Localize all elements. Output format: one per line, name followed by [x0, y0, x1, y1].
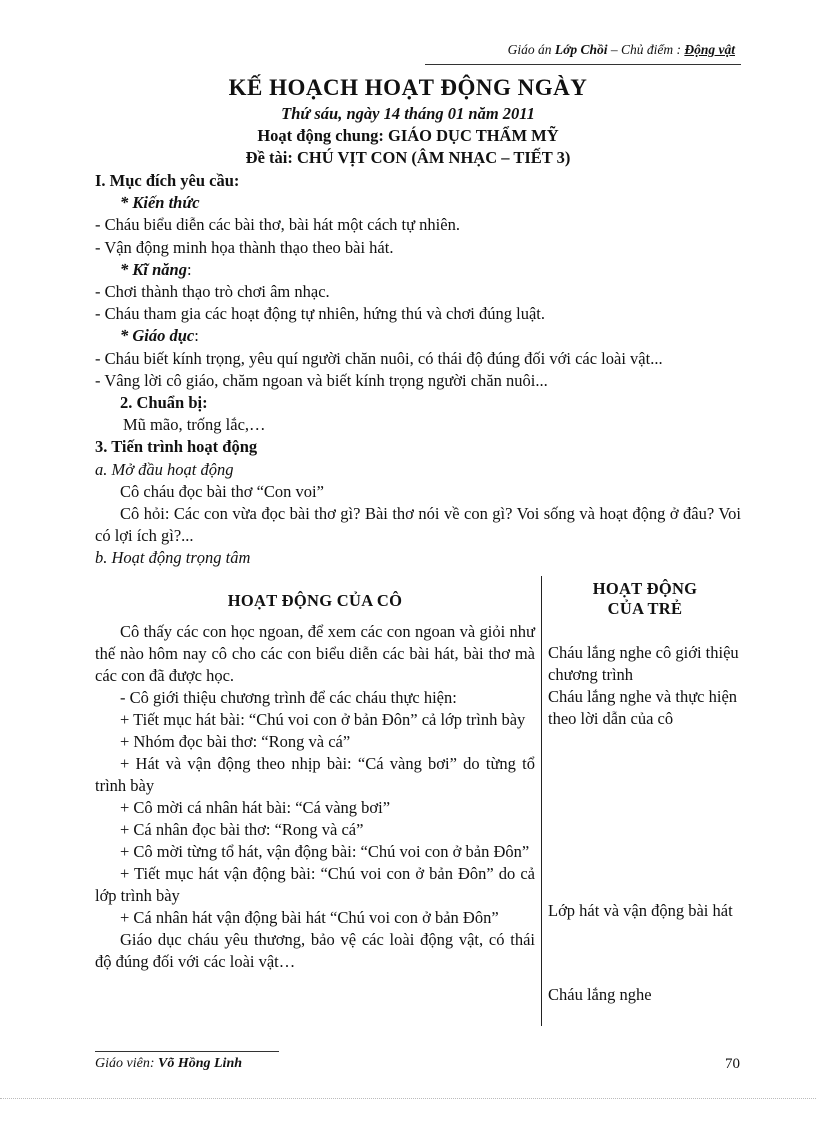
- body-text: I. Mục đích yêu cầu: * Kiến thức - Cháu biểu diễn các bài thơ, bài hát một cách tự nhiên. - Vận động minh họa thành thạo theo bài hát. * Kĩ năng: - Chơi thành thạo trò chơi âm nhạc. - Cháu tham gia các hoạt động tự nhiên, hứng thú và chơi đúng luật. * Giáo dục: - Cháu biết kính trọng, yêu quí người chăn nuôi, có thái độ đúng đối với các loài vật... - Vâng lời cô giáo, chăm ngoan và biết kính trọng người chăn nuôi... 2. Chuẩn bị: Mũ mão, trống lắc,… 3. Tiến trình hoạt động a. Mở đầu hoạt động Cô cháu đọc bài thơ “Con voi” Cô hỏi: Các con vừa đọc bài thơ gì? Bài thơ nói về con gì? Voi sống và hoạt động ở đâu? Voi có lợi ích gì?... b. Hoạt động trọng tâm: [95, 170, 741, 570]
- header-topic: Động vật: [684, 42, 735, 57]
- child-column-heading-2: CỦA TRẺ: [607, 599, 683, 618]
- header-class: Lớp Chồi: [554, 42, 608, 57]
- teacher-step: - Cô giới thiệu chương trình để các cháu thực hiện:: [120, 688, 457, 707]
- teacher-step: + Nhóm đọc bài thơ: “Rong và cá”: [120, 732, 351, 751]
- preparation-text: Mũ mão, trống lắc,…: [123, 415, 266, 435]
- page-title: KẾ HOẠCH HOẠT ĐỘNG NGÀY: [228, 75, 588, 100]
- section-2-heading: 2. Chuẩn bị:: [120, 393, 208, 413]
- header-sep: – Chủ điểm :: [607, 42, 685, 57]
- column-divider: [541, 576, 542, 1026]
- teacher-step: Giáo dục cháu yêu thương, bảo vệ các loài động vật, có thái độ đúng đối với các loài vật…: [95, 930, 535, 971]
- teacher-step: + Cá nhân đọc bài thơ: “Rong và cá”: [120, 820, 364, 839]
- child-response: Cháu lắng nghe cô giới thiệu chương trình: [548, 643, 739, 684]
- activity-line: Hoạt động chung: GIÁO DỤC THẨM MỸ: [257, 126, 559, 145]
- section-1-heading: I. Mục đích yêu cầu:: [95, 171, 240, 190]
- teacher-name: Võ Hồng Linh: [157, 1056, 243, 1071]
- teacher-activities-column: [95, 578, 535, 973]
- running-header: [425, 40, 735, 60]
- child-column-heading-1: HOẠT ĐỘNG: [592, 579, 698, 598]
- step-a-line: Cô cháu đọc bài thơ “Con voi”: [120, 481, 324, 501]
- education-item: - Vâng lời cô giáo, chăm ngoan và biết kính trọng người chăn nuôi...: [95, 370, 548, 390]
- child-response: Cháu lắng nghe: [548, 985, 652, 1004]
- header-prefix: Giáo án: [507, 42, 555, 57]
- footer-rule: [95, 1051, 279, 1052]
- education-item: - Cháu biết kính trọng, yêu quí người chăn nuôi, có thái độ đúng đối với các loài vật...: [95, 348, 663, 368]
- step-b-heading: b. Hoạt động trọng tâm: [95, 548, 251, 568]
- footer-label: Giáo viên:: [95, 1056, 158, 1071]
- knowledge-item: - Vận động minh họa thành thạo theo bài hát.: [95, 237, 394, 257]
- teacher-step: + Tiết mục hát bài: “Chú voi con ở bản Đôn” cả lớp trình bày: [120, 710, 526, 729]
- education-heading: * Giáo dục: [120, 326, 195, 346]
- skills-item: - Cháu tham gia các hoạt động tự nhiên, hứng thú và chơi đúng luật.: [95, 304, 546, 324]
- knowledge-item: - Cháu biểu diễn các bài thơ, bài hát một cách tự nhiên.: [95, 215, 460, 235]
- subject-line: Đề tài: CHÚ VỊT CON (ÂM NHẠC – TIẾT 3): [245, 148, 571, 167]
- child-response: Cháu lắng nghe và thực hiện theo lời dẫn của cô: [548, 687, 738, 728]
- skills-item: - Chơi thành thạo trò chơi âm nhạc.: [95, 282, 330, 302]
- section-3-heading: 3. Tiến trình hoạt động: [95, 437, 258, 457]
- page-bottom-rule: [0, 1098, 816, 1099]
- teacher-step: + Cô mời cá nhân hát bài: “Cá vàng bơi”: [120, 798, 391, 817]
- teacher-step: Cô thấy các con học ngoan, để xem các con ngoan và giỏi như thế nào hôm nay cô cho các con biểu diễn các bài hát, bài thơ mà các con đã được học.: [95, 622, 535, 685]
- teacher-column-heading: HOẠT ĐỘNG CỦA CÔ: [227, 591, 403, 610]
- header-rule: [425, 64, 741, 65]
- teacher-step: + Hát và vận động theo nhịp bài: “Cá vàng bơi” do từng tổ trình bày: [95, 754, 535, 795]
- page-number: 70: [725, 1056, 740, 1072]
- teacher-step: + Cô mời từng tổ hát, vận động bài: “Chú voi con ở bản Đôn”: [120, 842, 530, 861]
- step-a-question: Cô hỏi: Các con vừa đọc bài thơ gì? Bài thơ nói về con gì? Voi sống và hoạt động ở đâu? Voi có lợi ích gì?...: [95, 504, 741, 546]
- footer-teacher: [95, 1054, 242, 1074]
- step-a-heading: a. Mở đầu hoạt động: [95, 459, 234, 479]
- skills-heading: * Kĩ năng: [120, 259, 187, 279]
- teacher-step: + Tiết mục hát vận động bài: “Chú voi con ở bản Đôn” do cả lớp trình bày: [95, 864, 535, 905]
- child-response: Lớp hát và vận động bài hát: [548, 901, 733, 920]
- teacher-step: + Cá nhân hát vận động bài hát “Chú voi con ở bản Đôn”: [120, 908, 499, 927]
- knowledge-heading: * Kiến thức: [120, 193, 200, 213]
- date-line: Thứ sáu, ngày 14 tháng 01 năm 2011: [281, 104, 535, 123]
